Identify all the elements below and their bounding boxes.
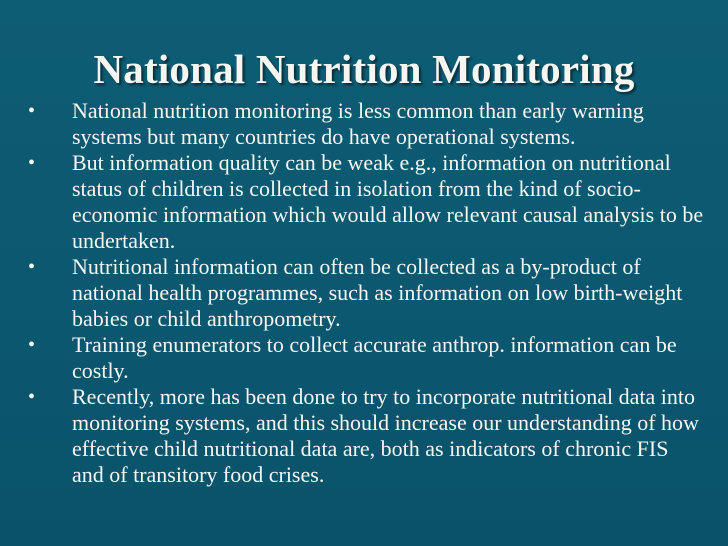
bullet-item: [24, 150, 704, 254]
slide-title: National Nutrition Monitoring: [93, 46, 635, 92]
bullet-text: But information quality can be weak e.g., information on nutritional status of children is collected in isolation from the kind of socio-economic information which would allow relevant causal analysis to be undertaken.: [72, 150, 704, 253]
bullet-item: [24, 332, 704, 384]
bullet-list: [24, 98, 704, 488]
bullet-icon: •: [28, 334, 36, 356]
bullet-icon: •: [28, 100, 36, 122]
bullet-text: National nutrition monitoring is less common than early warning systems but many countries do have operational systems.: [72, 98, 644, 149]
bullet-text: Training enumerators to collect accurate anthrop. information can be costly.: [72, 332, 677, 383]
bullet-icon: •: [28, 256, 36, 278]
bullet-item: [24, 254, 704, 332]
bullet-item: [24, 384, 704, 488]
bullet-text: Nutritional information can often be collected as a by-product of national health programmes, such as information on low birth-weight babies or child anthropometry.: [72, 254, 683, 331]
bullet-text: Recently, more has been done to try to incorporate nutritional data into monitoring systems, and this should increase our understanding of how effective child nutritional data are, both as indicators of chronic FIS and of transitory food crises.: [72, 384, 699, 487]
bullet-item: [24, 98, 704, 150]
bullet-icon: •: [28, 152, 36, 174]
bullet-icon: •: [28, 386, 36, 408]
